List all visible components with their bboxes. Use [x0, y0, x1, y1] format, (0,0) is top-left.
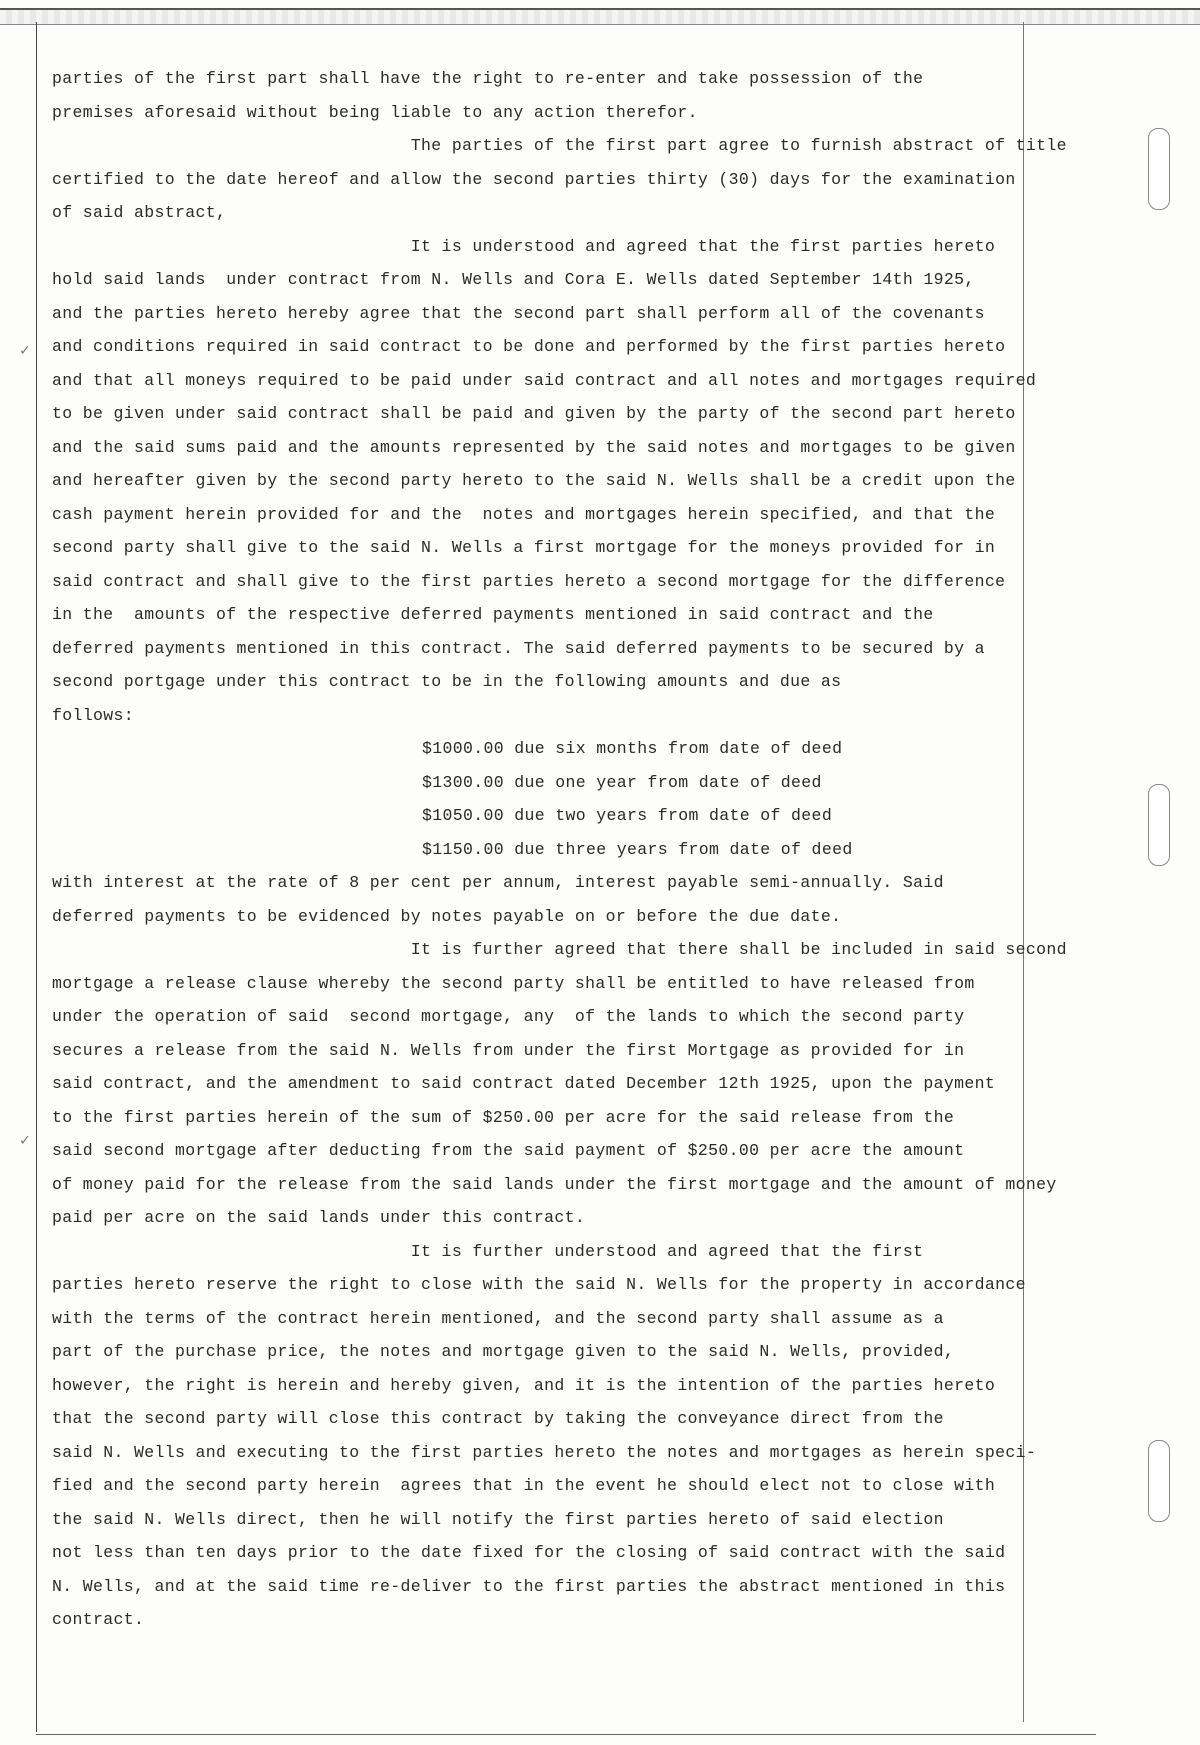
binder-hole-top — [1148, 128, 1170, 210]
text-line: the said N. Wells direct, then he will notify the first parties hereto of said election — [52, 1509, 944, 1529]
text-line: of money paid for the release from the said lands under the first mortgage and the amount of money — [52, 1174, 1057, 1194]
top-border — [0, 8, 1200, 25]
check-mark-icon: ✓ — [20, 342, 30, 360]
binder-hole-bottom — [1148, 1440, 1170, 1522]
payment-schedule — [422, 732, 1132, 866]
schedule-line: $1150.00 due three years from date of deed — [422, 839, 853, 859]
text-line: part of the purchase price, the notes and mortgage given to the said N. Wells, provided, — [52, 1342, 955, 1361]
text-line: and that all moneys required to be paid under said contract and all notes and mortgages required — [52, 370, 1037, 390]
text-line: secures a release from the said N. Wells from under the first Mortgage as provided for in — [52, 1040, 965, 1060]
text-line: second party shall give to the said N. Wells a first mortgage for the moneys provided for in — [52, 538, 996, 557]
text-line: It is further agreed that there shall be included in said second — [52, 940, 1067, 959]
text-line: said contract, and the amendment to said contract dated December 12th 1925, upon the payment — [52, 1074, 996, 1093]
schedule-line: $1000.00 due six months from date of deed — [422, 739, 843, 758]
text-line: with interest at the rate of 8 per cent per annum, interest payable semi-annually. Said — [52, 873, 944, 892]
text-line: said contract and shall give to the first parties hereto a second mortgage for the difference — [52, 571, 1006, 591]
text-line: contract. — [52, 1610, 145, 1629]
text-line: paid per acre on the said lands under this contract. — [52, 1208, 586, 1227]
text-line: under the operation of said second mortgage, any of the lands to which the second party — [52, 1007, 965, 1026]
text-line: and conditions required in said contract to be done and performed by the first parties hereto — [52, 337, 1006, 356]
text-line: not less than ten days prior to the date fixed for the closing of said contract with the said — [52, 1543, 1006, 1562]
left-margin-rule — [36, 22, 37, 1732]
text-line: hold said lands under contract from N. Wells and Cora E. Wells dated September 14th 1925, — [52, 270, 975, 289]
text-line: and the parties hereto hereby agree that the second part shall perform all of the covenants — [52, 303, 985, 323]
text-line: second portgage under this contract to be in the following amounts and due as — [52, 672, 842, 691]
contract-text — [52, 62, 1132, 1637]
schedule-line: $1050.00 due two years from date of deed — [422, 806, 833, 825]
text-line: said N. Wells and executing to the first parties hereto the notes and mortgages as herein speci- — [52, 1442, 1037, 1462]
text-line: to the first parties herein of the sum of $250.00 per acre for the said release from the — [52, 1107, 955, 1127]
paragraphs-upper — [52, 62, 1132, 732]
text-line: and the said sums paid and the amounts represented by the said notes and mortgages to be given — [52, 437, 1016, 457]
text-line: of said abstract, — [52, 203, 227, 222]
text-line: cash payment herein provided for and the notes and mortgages herein specified, and that the — [52, 504, 996, 524]
text-line: parties hereto reserve the right to close with the said N. Wells for the property in accordance — [52, 1275, 1026, 1294]
text-line: It is further understood and agreed that the first — [52, 1241, 924, 1261]
binder-hole-middle — [1148, 784, 1170, 866]
text-line: The parties of the first part agree to furnish abstract of title — [52, 136, 1067, 155]
text-line: said second mortgage after deducting from the said payment of $250.00 per acre the amount — [52, 1141, 965, 1160]
text-line: certified to the date hereof and allow the second parties thirty (30) days for the examination — [52, 169, 1016, 189]
text-line: in the amounts of the respective deferred payments mentioned in said contract and the — [52, 605, 934, 624]
text-line: with the terms of the contract herein mentioned, and the second party shall assume as a — [52, 1308, 944, 1328]
text-line: premises aforesaid without being liable to any action therefor. — [52, 102, 698, 122]
text-line: follows: — [52, 705, 135, 725]
text-line: N. Wells, and at the said time re-deliver to the first parties the abstract mentioned in this — [52, 1576, 1006, 1596]
text-line: deferred payments to be evidenced by notes payable on or before the due date. — [52, 906, 842, 926]
text-line: however, the right is herein and hereby given, and it is the intention of the parties hereto — [52, 1375, 996, 1395]
text-line: fied and the second party herein agrees that in the event he should elect not to close with — [52, 1476, 996, 1495]
check-mark-icon: ✓ — [20, 1132, 30, 1150]
text-line: deferred payments mentioned in this contract. The said deferred payments to be secured by a — [52, 638, 985, 658]
schedule-line: $1300.00 due one year from date of deed — [422, 772, 822, 792]
paragraphs-lower — [52, 866, 1132, 1637]
text-line: parties of the first part shall have the right to re-enter and take possession of the — [52, 69, 924, 88]
bottom-border — [36, 1734, 1096, 1735]
text-line: and hereafter given by the second party hereto to the said N. Wells shall be a credit upon the — [52, 471, 1016, 490]
text-line: It is understood and agreed that the first parties hereto — [52, 236, 996, 256]
text-line: mortgage a release clause whereby the second party shall be entitled to have released from — [52, 973, 975, 993]
text-line: that the second party will close this contract by taking the conveyance direct from the — [52, 1409, 944, 1428]
text-line: to be given under said contract shall be paid and given by the party of the second part hereto — [52, 404, 1016, 423]
